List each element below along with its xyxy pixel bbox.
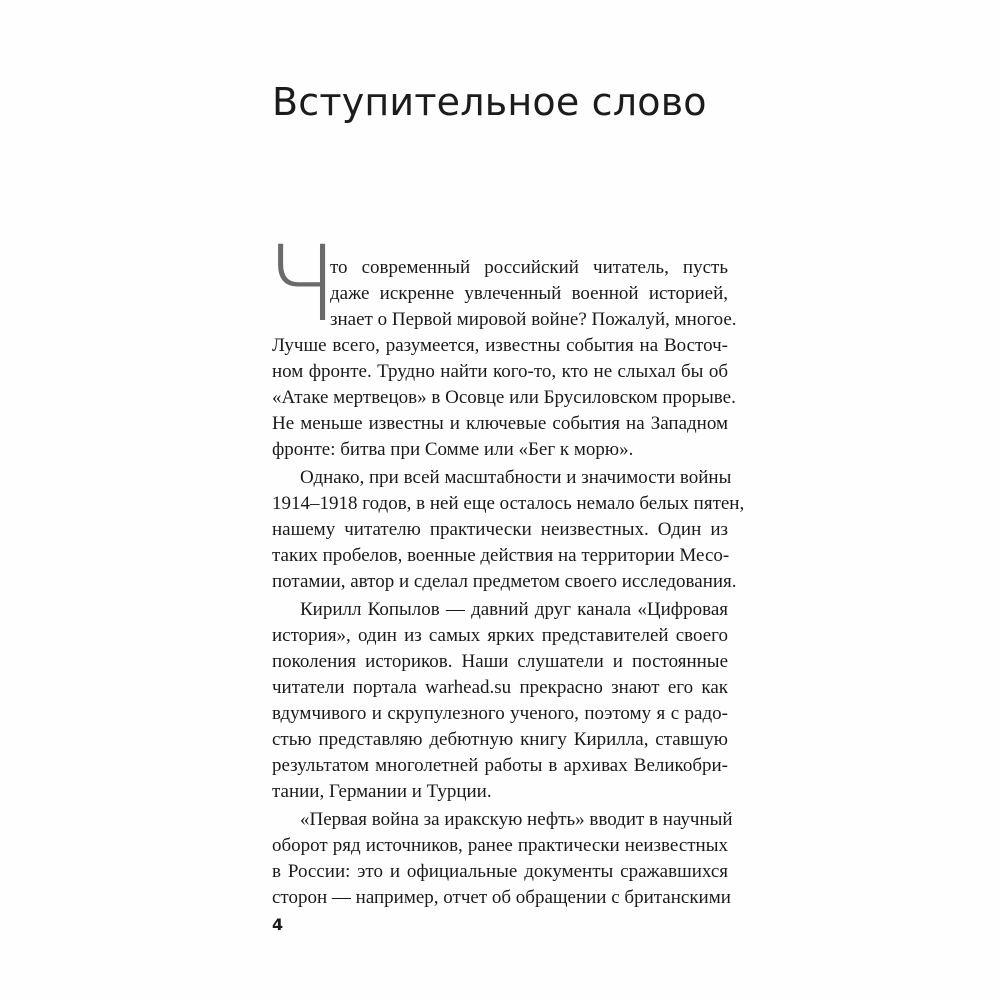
text-line: стью представляю дебютную книгу Кирилла, ставшую — [272, 729, 728, 750]
text-line: «Атаке мертвецов» в Осовце или Брусиловском прорыве. — [272, 387, 736, 408]
text-line: даже искренне увлеченный военной историей, — [330, 283, 728, 304]
text-line: знает о Первой мировой войне? Пожалуй, многое. — [330, 309, 737, 330]
text-line: сторон — например, отчет об обращении с британскими — [272, 887, 731, 908]
text-line: то современный российский читатель, пусть — [330, 257, 728, 278]
text-line: нашему читателю практически неизвестных. Один из — [272, 519, 728, 540]
text-line: вдумчивого и скрупулезного ученого, поэтому я с радо- — [272, 703, 728, 724]
text-line: 1914–1918 годов, в ней еще осталось немало белых пятен, — [272, 493, 745, 514]
text-line: «Первая война за иракскую нефть» вводит в научный — [300, 809, 733, 830]
page-number: 4 — [272, 915, 284, 934]
chapter-title: Вступительное слово — [272, 80, 707, 124]
text-line: Однако, при всей масштабности и значимости войны — [300, 467, 732, 488]
text-line: потамии, автор и сделал предметом своего исследования. — [272, 571, 737, 592]
text-line: оборот ряд источников, ранее практически неизвестных — [272, 835, 728, 856]
text-line: Кирилл Копылов — давний друг канала «Цифровая — [300, 599, 728, 620]
text-line: таких пробелов, военные действия на территории Месо- — [272, 545, 730, 566]
text-line: Не меньше известны и ключевые события на Западном — [272, 413, 728, 434]
text-line: в России: это и официальные документы сражавшихся — [272, 861, 728, 882]
text-line: тании, Германии и Турции. — [272, 781, 492, 802]
drop-cap: Ч — [266, 223, 338, 345]
text-line: результатом многолетней работы в архивах Великобри- — [272, 755, 728, 776]
text-line: ном фронте. Трудно найти кого-то, кто не слыхал бы об — [272, 361, 728, 382]
text-line: фронте: битва при Сомме или «Бег к морю». — [272, 439, 634, 460]
text-line: Лучше всего, разумеется, известны события на Восточ- — [272, 335, 728, 356]
text-line: читатели портала warhead.su прекрасно знают его как — [272, 677, 728, 698]
text-line: история», один из самых ярких представителей своего — [272, 625, 728, 646]
text-line: поколения историков. Наши слушатели и постоянные — [272, 651, 728, 672]
